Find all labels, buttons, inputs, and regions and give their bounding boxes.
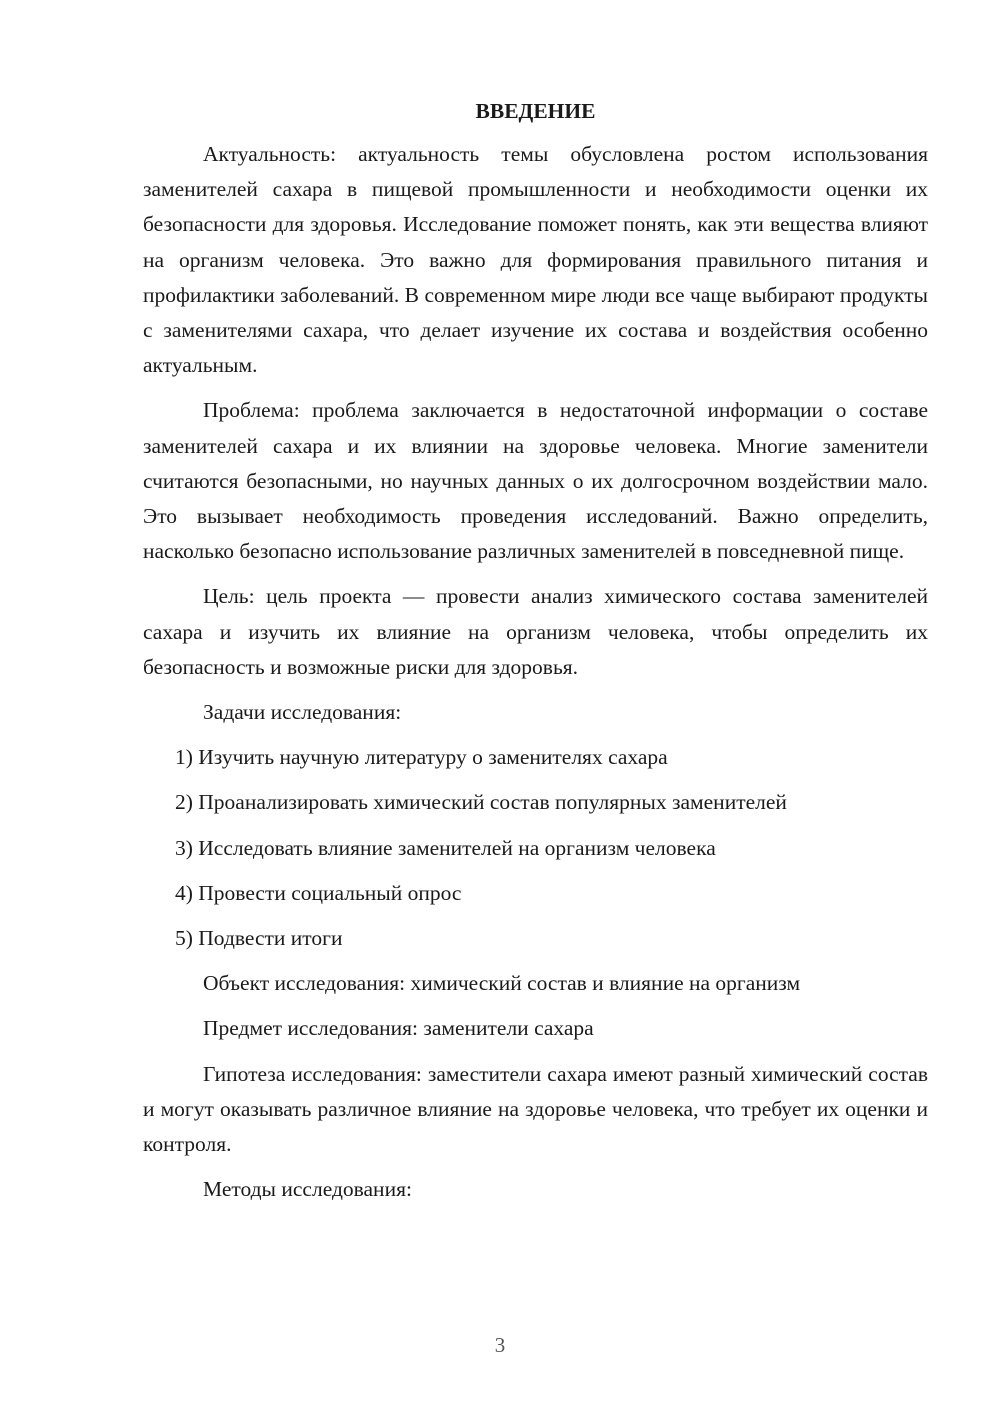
task-item: 3) Исследовать влияние заменителей на организм человека	[175, 835, 716, 860]
goal-paragraph: Цель: цель проекта — провести анализ химического состава заменителей сахара и изучить их влияние на организм человека, чтобы определить их безопасность и возможные риски для здоровья.	[143, 584, 928, 679]
methods-heading: Методы исследования:	[203, 1177, 412, 1202]
relevance-paragraph: Актуальность: актуальность темы обусловлена ростом использования заменителей сахара в пищевой промышленности и необходимости оценки их безопасности для здоровья. Исследование поможет понять, как эти вещества влияют на организм человека. Это важно для формирования правильного питания и профилактики заболеваний. В современном мире люди все чаще выбирают продукты с заменителями сахара, что делает изучение их состава и воздействия особенно актуальным.	[143, 142, 928, 378]
task-item: 5) Подвести итоги	[175, 926, 343, 951]
subject-line: Предмет исследования: заменители сахара	[203, 1016, 594, 1041]
page-title: ВВЕДЕНИЕ	[475, 99, 596, 123]
task-item: 2) Проанализировать химический состав популярных заменителей	[175, 790, 787, 815]
hypothesis-paragraph: Гипотеза исследования: заместители сахара имеют разный химический состав и могут оказывать различное влияние на здоровье человека, что требует их оценки и контроля.	[143, 1061, 928, 1157]
object-line: Объект исследования: химический состав и влияние на организм	[203, 971, 801, 996]
problem-paragraph: Проблема: проблема заключается в недостаточной информации о составе заменителей сахара и их влиянии на здоровье человека. Многие заменители считаются безопасными, но научных данных о их долгосрочном воздействии мало. Это вызывает необходимость проведения исследований. Важно определить, насколько безопасно использование различных заменителей в повседневной пище.	[143, 398, 928, 564]
task-item: 4) Провести социальный опрос	[175, 880, 462, 905]
tasks-heading: Задачи исследования:	[203, 700, 402, 725]
task-item: 1) Изучить научную литературу о заменителях сахара	[175, 745, 668, 770]
page-content	[143, 95, 928, 1217]
page-number: 3	[494, 1333, 506, 1357]
